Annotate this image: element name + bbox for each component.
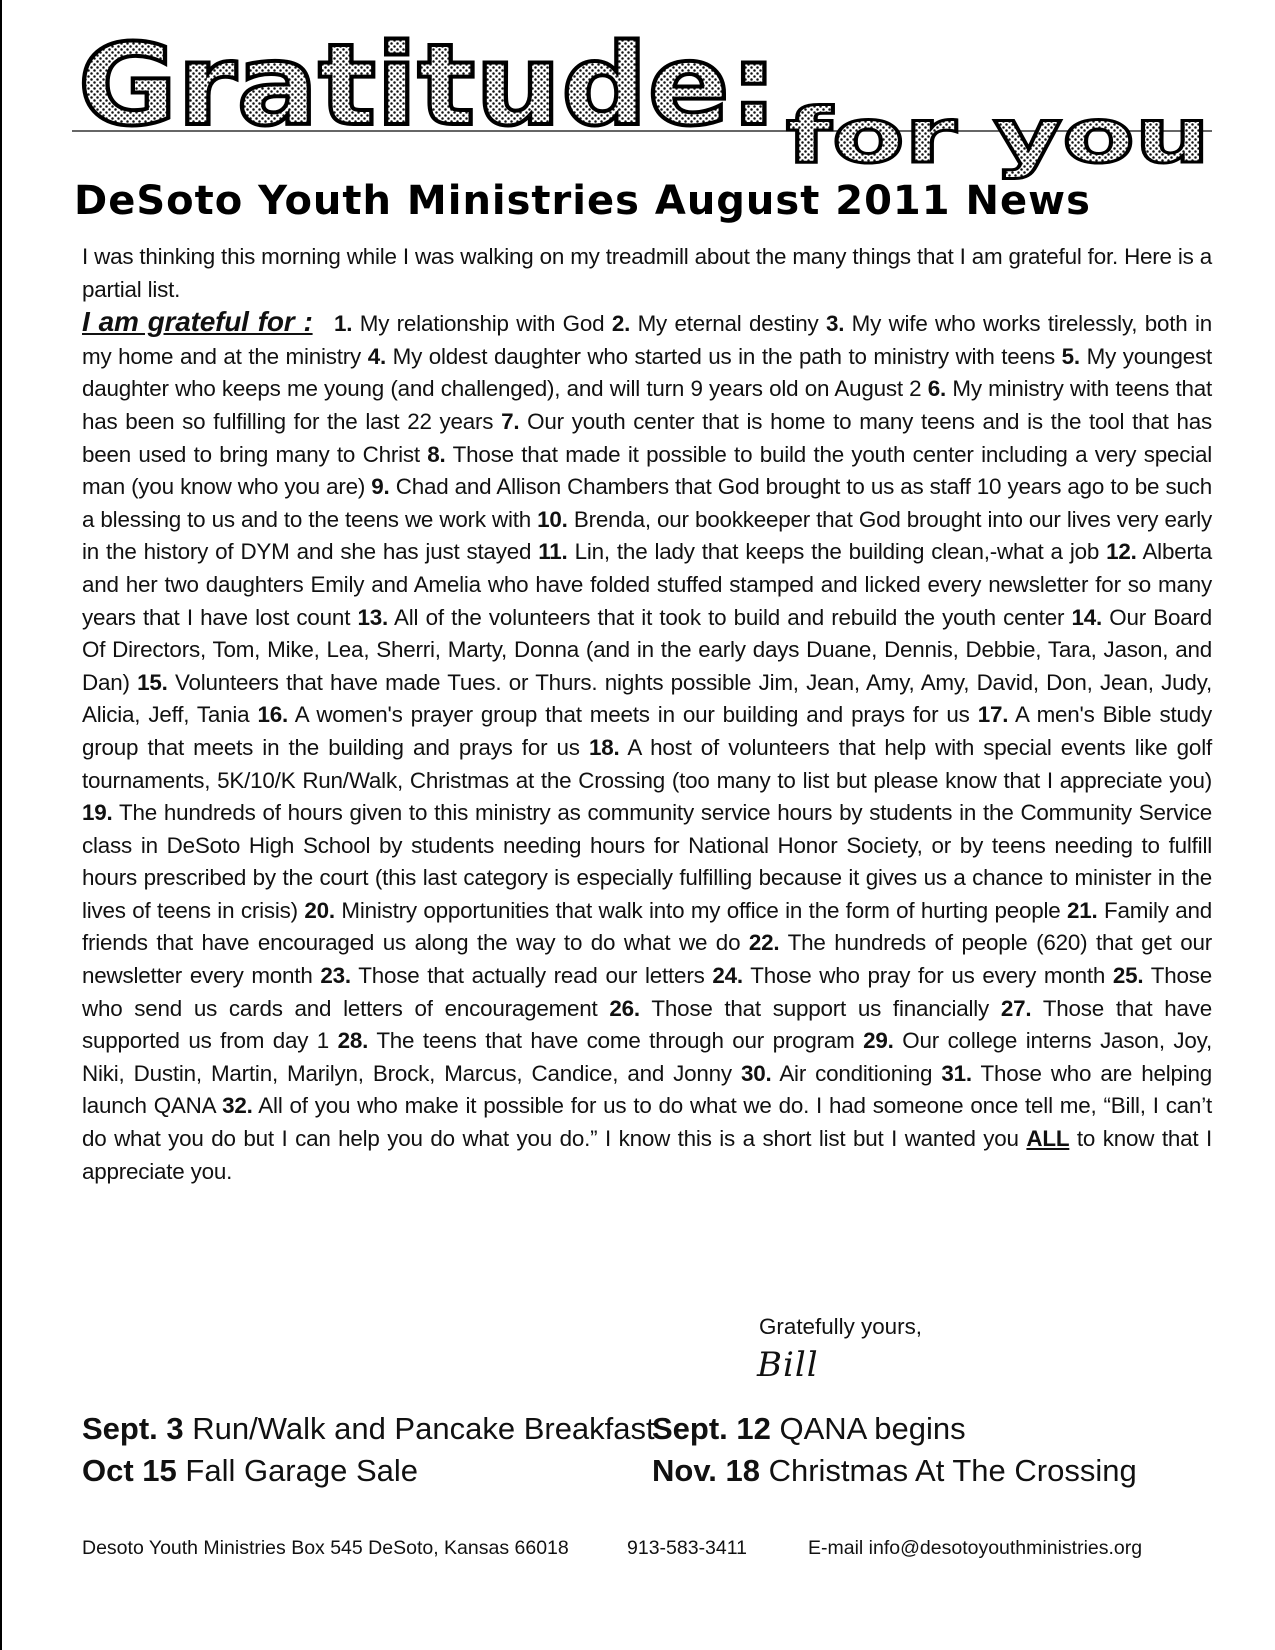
item-number: 23. bbox=[320, 963, 351, 989]
item-text: Those that have supported us from day 1 bbox=[82, 995, 1212, 1054]
event-item bbox=[82, 1411, 655, 1447]
item-number: 3. bbox=[825, 311, 845, 337]
item-number: 6. bbox=[927, 376, 947, 402]
item-number: 20. bbox=[304, 897, 335, 923]
masthead bbox=[72, 30, 1212, 180]
item-number: 21. bbox=[1067, 897, 1098, 923]
masthead-title: Gratitude: bbox=[78, 30, 778, 151]
masthead-graphic bbox=[72, 30, 1212, 180]
intro-paragraph: I was thinking this morning while I was walking on my treadmill about the many things that I am grateful for. Here is a partial list. bbox=[82, 244, 1212, 302]
item-number: 1. bbox=[334, 311, 353, 337]
item-number: 11. bbox=[538, 539, 568, 565]
event-text: QANA begins bbox=[770, 1411, 966, 1446]
letter-body bbox=[82, 241, 1212, 1188]
emphasis-word: ALL bbox=[1026, 1126, 1070, 1152]
event-date: Oct 15 bbox=[82, 1453, 177, 1488]
item-text: Air conditioning bbox=[771, 1060, 942, 1086]
item-number: 12. bbox=[1106, 539, 1137, 565]
gratitude-list bbox=[82, 306, 1212, 1188]
item-number: 5. bbox=[1061, 343, 1080, 369]
footer-phone: 913-583-3411 bbox=[627, 1537, 747, 1559]
item-text: Those who pray for us every month bbox=[742, 963, 1113, 989]
signature: Bill bbox=[757, 1345, 819, 1385]
item-text: The teens that have come through our program bbox=[368, 1028, 864, 1054]
item-text: My wife who works tirelessly, both in my home and at the ministry bbox=[82, 311, 1213, 369]
item-number: 16. bbox=[257, 702, 288, 728]
item-number: 9. bbox=[371, 474, 390, 500]
item-text: Alberta and her two daughters Emily and Amelia who have folded stuffed stamped and licked every newsletter for so many years that I have lost count bbox=[82, 539, 1212, 630]
item-text: Our Board Of Directors, Tom, Mike, Lea, Sherri, Marty, Donna (and in the early days Duane, Dennis, Debbie, Tara, Jason, and Dan) bbox=[82, 604, 1213, 695]
item-number: 4. bbox=[367, 343, 386, 369]
item-text: Ministry opportunities that walk into my office in the form of hurting people bbox=[334, 897, 1067, 923]
item-text: Brenda, our bookkeeper that God brought into our lives very early in the history of DYM and she has just stayed bbox=[82, 506, 1212, 565]
event-item bbox=[82, 1453, 418, 1489]
event-text: Run/Walk and Pancake Breakfast bbox=[183, 1411, 655, 1446]
item-text: All of the volunteers that it took to build and rebuild the youth center bbox=[388, 604, 1072, 630]
item-text: All of you who make it possible for us to do what we do. I had someone once tell me, “Bill, I can’t do what you do but I can help you do what you do.” I know this is a short list but I wanted you bbox=[82, 1093, 1212, 1152]
lead-in-heading: I am grateful for : bbox=[82, 306, 313, 338]
event-date: Sept. 12 bbox=[652, 1411, 771, 1446]
item-number: 8. bbox=[427, 441, 446, 467]
item-number: 13. bbox=[357, 604, 389, 630]
item-text: My eternal destiny bbox=[630, 311, 826, 337]
item-text: My oldest daughter who started us in the path to ministry with teens bbox=[385, 343, 1062, 369]
event-date: Sept. 3 bbox=[82, 1411, 184, 1446]
item-text: Those that made it possible to build the youth center including a very special man (you know who you are) bbox=[82, 441, 1212, 500]
item-number: 14. bbox=[1071, 604, 1103, 630]
event-item bbox=[652, 1411, 966, 1447]
item-text: Those that support us financially bbox=[639, 995, 1001, 1021]
item-number: 10. bbox=[537, 506, 568, 532]
item-text: Family and friends that have encouraged us along the way to do what we do bbox=[82, 897, 1212, 956]
item-text: A host of volunteers that help with special events like golf tournaments, 5K/10/K Run/Walk, Christmas at the Crossing (too many to list but please know that I appreciate you) bbox=[82, 734, 1212, 793]
item-number: 7. bbox=[501, 408, 520, 434]
item-number: 24. bbox=[712, 963, 743, 989]
footer-address: Desoto Youth Ministries Box 545 DeSoto, Kansas 66018 bbox=[82, 1537, 569, 1559]
item-text: Chad and Allison Chambers that God brought to us as staff 10 years ago to be such a blessing to us and to the teens we work with bbox=[82, 474, 1212, 532]
item-number: 25. bbox=[1112, 963, 1144, 989]
item-number: 22. bbox=[748, 930, 780, 956]
item-number: 18. bbox=[588, 734, 620, 760]
item-number: 17. bbox=[977, 702, 1009, 728]
item-text: Those who are helping launch QANA bbox=[82, 1060, 1213, 1119]
item-number: 30. bbox=[740, 1060, 772, 1086]
event-item bbox=[652, 1453, 1137, 1489]
item-text: Volunteers that have made Tues. or Thurs. nights possible Jim, Jean, Amy, Amy, David, Don, Jean, Judy, Alicia, Jeff, Tania bbox=[82, 669, 1212, 728]
item-number: 26. bbox=[609, 995, 640, 1021]
item-text: Our college interns Jason, Joy, Niki, Dustin, Martin, Marilyn, Brock, Marcus, Candice, and Jonny bbox=[82, 1028, 1213, 1086]
masthead-subtitle: for you bbox=[786, 91, 1210, 180]
item-text: My youngest daughter who keeps me young (and challenged), and will turn 9 years old on August 2 bbox=[82, 343, 1212, 402]
newsletter-headline: DeSoto Youth Ministries August 2011 News bbox=[74, 178, 1091, 224]
item-text: The hundreds of hours given to this ministry as community service hours by students in the Community Service class in DeSoto High School by students needing hours for National Honor Society, or by teens needing to fulfill hours prescribed by the court (this last category is especially fulfilling because it gives us a chance to minister in the lives of teens in crisis) bbox=[82, 800, 1212, 923]
item-number: 32. bbox=[222, 1093, 253, 1119]
item-text: My ministry with teens that has been so fulfilling for the last 22 years bbox=[82, 376, 1213, 434]
item-number: 15. bbox=[137, 669, 168, 695]
item-number: 28. bbox=[337, 1028, 369, 1054]
item-text: A women's prayer group that meets in our building and prays for us bbox=[288, 702, 978, 728]
item-number: 2. bbox=[611, 311, 631, 337]
item-number: 29. bbox=[863, 1028, 894, 1054]
item-text: Our youth center that is home to many teens and is the tool that has been used to bring many to Christ bbox=[82, 408, 1212, 467]
item-text: Those that actually read our letters bbox=[350, 963, 713, 989]
event-text: Christmas At The Crossing bbox=[759, 1453, 1137, 1488]
item-number: 19. bbox=[82, 800, 113, 826]
item-number: 31. bbox=[941, 1060, 972, 1086]
item-text: Those who send us cards and letters of encouragement bbox=[82, 963, 1213, 1021]
event-text: Fall Garage Sale bbox=[176, 1453, 419, 1488]
closing-line: Gratefully yours, bbox=[759, 1314, 923, 1339]
item-text: Lin, the lady that keeps the building clean,-what a job bbox=[567, 539, 1107, 565]
item-text: The hundreds of people (620) that get our newsletter every month bbox=[82, 930, 1212, 989]
item-text: My relationship with God bbox=[352, 311, 612, 337]
closing-sentence: to know that I appreciate you. bbox=[82, 1126, 1212, 1184]
item-number: 27. bbox=[1000, 995, 1032, 1021]
item-text: A men's Bible study group that meets in the building and prays for us bbox=[82, 702, 1212, 760]
event-date: Nov. 18 bbox=[652, 1453, 760, 1488]
footer-email: E-mail info@desotoyouthministries.org bbox=[808, 1537, 1143, 1559]
